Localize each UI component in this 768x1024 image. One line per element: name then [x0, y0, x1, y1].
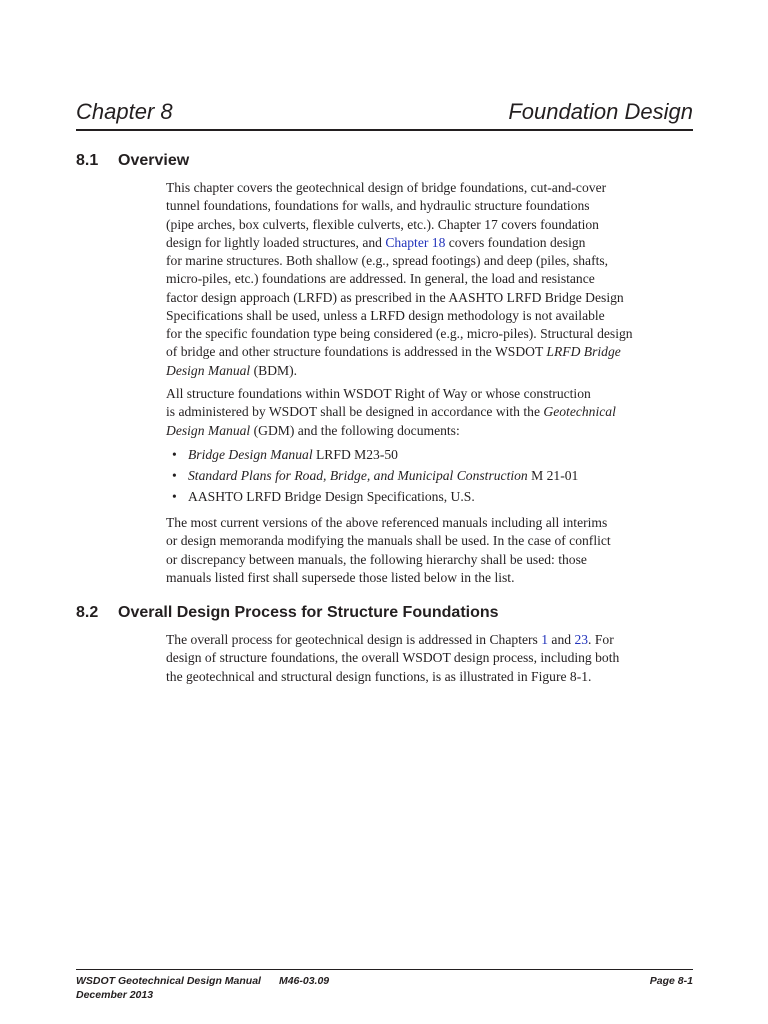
footer-divider: [76, 969, 693, 970]
italic-title: Geotechnical: [543, 404, 616, 420]
section-title: Overview: [118, 152, 190, 169]
italic-title: Design Manual: [166, 362, 251, 378]
text-run: M 21-01: [527, 468, 579, 483]
overview-paragraph-2: [166, 385, 706, 440]
text-run: design for lightly loaded structures, and: [166, 234, 386, 250]
text-run: (BDM).: [250, 362, 298, 378]
publication-date: December 2013: [76, 989, 154, 1001]
text-line: [166, 631, 706, 649]
footer-manual-line: [76, 974, 329, 988]
text-run: of bridge and other structure foundations is addressed in the WSDOT: [166, 344, 547, 360]
page-number: Page 8-1: [649, 975, 693, 987]
text-line: manuals listed first shall supersede those listed below in the list.: [166, 569, 515, 585]
text-run: is administered by WSDOT shall be designed in accordance with the: [166, 404, 544, 420]
text-run: AASHTO LRFD Bridge Design Specifications, U.S.: [188, 489, 475, 504]
chapter-1-link[interactable]: 1: [541, 632, 549, 647]
bullet-icon: •: [172, 447, 177, 462]
chapter-title: Foundation Design: [508, 99, 693, 124]
text-run: (GDM) and the following documents:: [250, 422, 460, 438]
text-run: LRFD M23-50: [312, 447, 398, 462]
bullet-icon: •: [172, 489, 177, 504]
text-line: [166, 234, 706, 252]
list-item: [172, 444, 578, 465]
text-line: for the specific foundation type being considered (e.g., micro-piles). Structural design: [166, 326, 633, 341]
text-line: tunnel foundations, foundations for walls, and hydraulic structure foundations: [166, 198, 590, 214]
text-line: [166, 403, 706, 421]
chapter-label: Chapter 8: [76, 99, 173, 124]
section-number: 8.1: [76, 152, 99, 169]
page-footer: [76, 974, 693, 1002]
overview-paragraph-1: [166, 179, 706, 380]
text-line: [166, 362, 706, 380]
section-title: Overall Design Process for Structure Foundations: [118, 604, 499, 621]
text-run: The overall process for geotechnical design is addressed in Chapters: [166, 632, 542, 647]
text-line: This chapter covers the geotechnical design of bridge foundations, cut-and-cover: [166, 180, 607, 195]
text-line: micro-piles, etc.) foundations are addressed. In general, the load and resistance: [166, 271, 595, 287]
text-line: factor design approach (LRFD) as prescribed in the AASHTO LRFD Bridge Design: [166, 289, 624, 305]
manual-code: M46-03.09: [278, 975, 330, 987]
design-process-paragraph: [166, 631, 706, 686]
text-line: All structure foundations within WSDOT Right of Way or whose construction: [166, 386, 591, 401]
text-line: Specifications shall be used, unless a LRFD design methodology is not available: [166, 307, 605, 323]
list-item: [172, 465, 578, 486]
italic-title: Standard Plans for Road, Bridge, and Municipal Construction: [188, 468, 528, 483]
italic-title: LRFD Bridge: [546, 344, 621, 360]
text-run: . For: [588, 632, 614, 647]
text-line: The most current versions of the above referenced manuals including all interims: [166, 515, 608, 530]
bullet-icon: •: [172, 468, 177, 483]
text-run: covers foundation design: [445, 234, 586, 250]
chapter-23-link[interactable]: 23: [574, 632, 589, 647]
italic-title: Bridge Design Manual: [188, 447, 313, 462]
section-number: 8.2: [76, 604, 99, 621]
section-heading-design-process: [76, 603, 499, 623]
text-line: the geotechnical and structural design functions, is as illustrated in Figure 8-1.: [166, 668, 592, 684]
text-run: and: [548, 632, 575, 647]
text-line: [166, 422, 706, 440]
section-heading-overview: [76, 151, 189, 171]
page-header: [76, 97, 693, 131]
overview-paragraph-3: [166, 514, 706, 587]
italic-title: Design Manual: [166, 422, 251, 438]
text-line: or design memoranda modifying the manuals shall be used. In the case of conflict: [166, 533, 611, 549]
reference-list: [172, 444, 578, 507]
list-item: [172, 486, 578, 507]
chapter-18-link[interactable]: Chapter 18: [385, 234, 446, 250]
text-line: (pipe arches, box culverts, flexible culverts, etc.). Chapter 17 covers foundation: [166, 216, 599, 232]
manual-name: WSDOT Geotechnical Design Manual: [76, 975, 261, 987]
text-line: or discrepancy between manuals, the following hierarchy shall be used: those: [166, 551, 587, 567]
text-line: design of structure foundations, the overall WSDOT design process, including both: [166, 650, 620, 666]
text-line: for marine structures. Both shallow (e.g., spread footings) and deep (piles, shafts,: [166, 253, 609, 268]
text-line: [166, 343, 706, 361]
